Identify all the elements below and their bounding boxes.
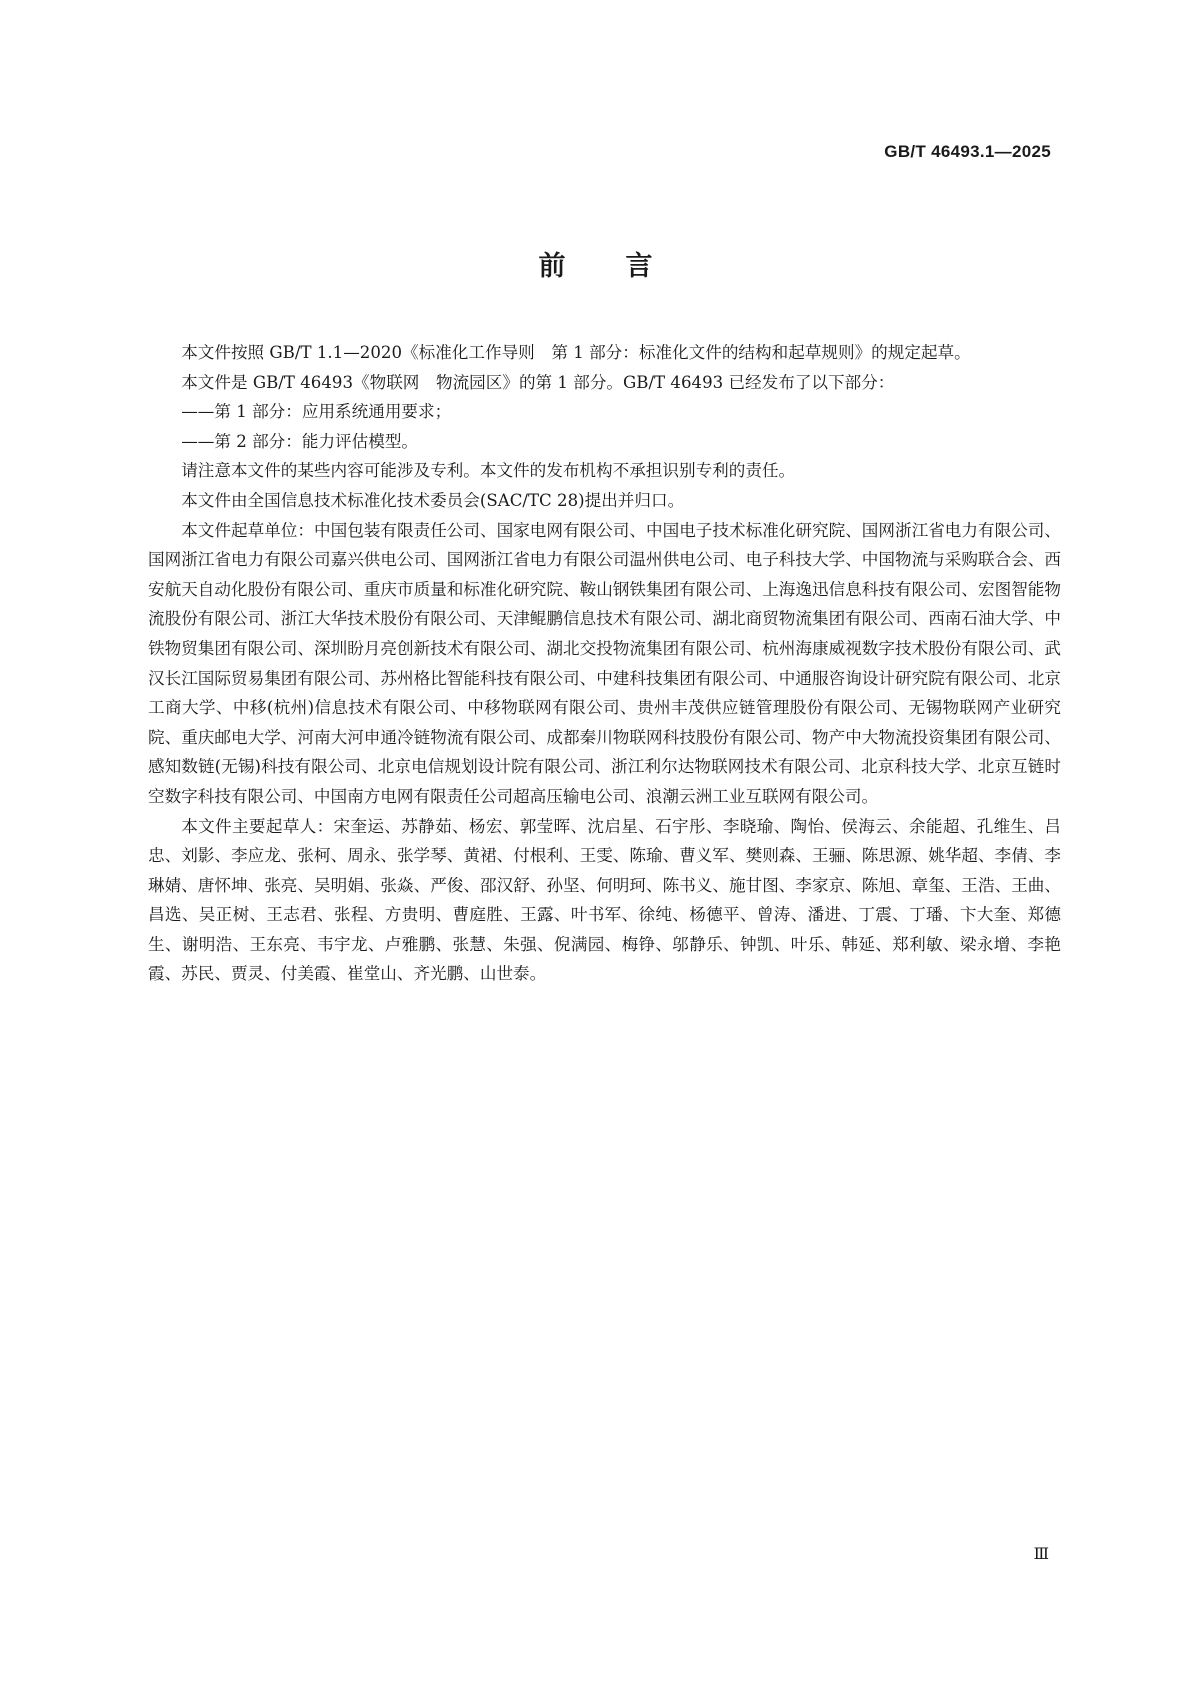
paragraph-drafting-units: 本文件起草单位：中国包装有限责任公司、国家电网有限公司、中国电子技术标准化研究院、国网浙江省电力有限公司、国网浙江省电力有限公司嘉兴供电公司、国网浙江省电力有限公司温州供电公司、电子科技大学、中国物流与采购联合会、西安航天自动化股份有限公司、重庆市质量和标准化研究院、鞍山钢铁集团有限公司、上海逸迅信息科技有限公司、宏图智能物流股份有限公司、浙江大华技术股份有限公司、天津鲲鹏信息技术有限公司、湖北商贸物流集团有限公司、西南石油大学、中铁物贸集团有限公司、深圳盼月亮创新技术有限公司、湖北交投物流集团有限公司、杭州海康威视数字技术股份有限公司、武汉长江国际贸易集团有限公司、苏州格比智能科技有限公司、中建科技集团有限公司、中通服咨询设计研究院有限公司、北京工商大学、中移(杭州)信息技术有限公司、中移物联网有限公司、贵州丰茂供应链管理股份有限公司、无锡物联网产业研究院、重庆邮电大学、河南大河申通冷链物流有限公司、成都秦川物联网科技股份有限公司、物产中大物流投资集团有限公司、感知数链(无锡)科技有限公司、北京电信规划设计院有限公司、浙江利尔达物联网技术有限公司、北京科技大学、北京互链时空数字科技有限公司、中国南方电网有限责任公司超高压输电公司、浪潮云洲工业互联网有限公司。 xyxy=(148,520,1061,806)
paragraph-patent-notice: 请注意本文件的某些内容可能涉及专利。本文件的发布机构不承担识别专利的责任。 xyxy=(181,461,796,481)
page-number: Ⅲ xyxy=(1033,1546,1049,1563)
list-item-part-2: ——第 2 部分：能力评估模型。 xyxy=(181,431,419,451)
foreword-body xyxy=(148,338,1061,989)
list-item-part-1: ——第 1 部分：应用系统通用要求； xyxy=(181,402,452,422)
paragraph-standard-parts: 本文件是 GB/T 46493《物联网 物流园区》的第 1 部分。GB/T 46493 已经发布了以下部分： xyxy=(181,372,895,392)
page-title: 前言 xyxy=(538,251,713,282)
paragraph-committee: 本文件由全国信息技术标准化技术委员会(SAC/TC 28)提出并归口。 xyxy=(181,490,685,510)
paragraph-drafting-rules: 本文件按照 GB/T 1.1—2020《标准化工作导则 第 1 部分：标准化文件的结构和起草规则》的规定起草。 xyxy=(181,343,971,362)
standard-code-header: GB/T 46493.1—2025 xyxy=(884,142,1051,161)
paragraph-drafters: 本文件主要起草人：宋奎运、苏静茹、杨宏、郭莹晖、沈启星、石宇彤、李晓瑜、陶怡、侯海云、余能超、孔维生、吕忠、刘影、李应龙、张柯、周永、张学琴、黄裙、付根利、王雯、陈瑜、曹义军、樊则森、王骊、陈思源、姚华超、李倩、李琳婧、唐怀坤、张亮、吴明娟、张焱、严俊、邵汉舒、孙坚、何明珂、陈书义、施甘图、李家京、陈旭、章玺、王浩、王曲、昌选、吴正树、王志君、张程、方贵明、曹庭胜、王露、叶书军、徐纯、杨德平、曾涛、潘进、丁震、丁璠、卞大奎、郑德生、谢明浩、王东亮、韦宇龙、卢雅鹏、张慧、朱强、倪满园、梅铮、邬静乐、钟凯、叶乐、韩延、郑利敏、梁永增、李艳霞、苏民、贾灵、付美霞、崔堂山、齐光鹏、山世泰。 xyxy=(148,816,1061,984)
